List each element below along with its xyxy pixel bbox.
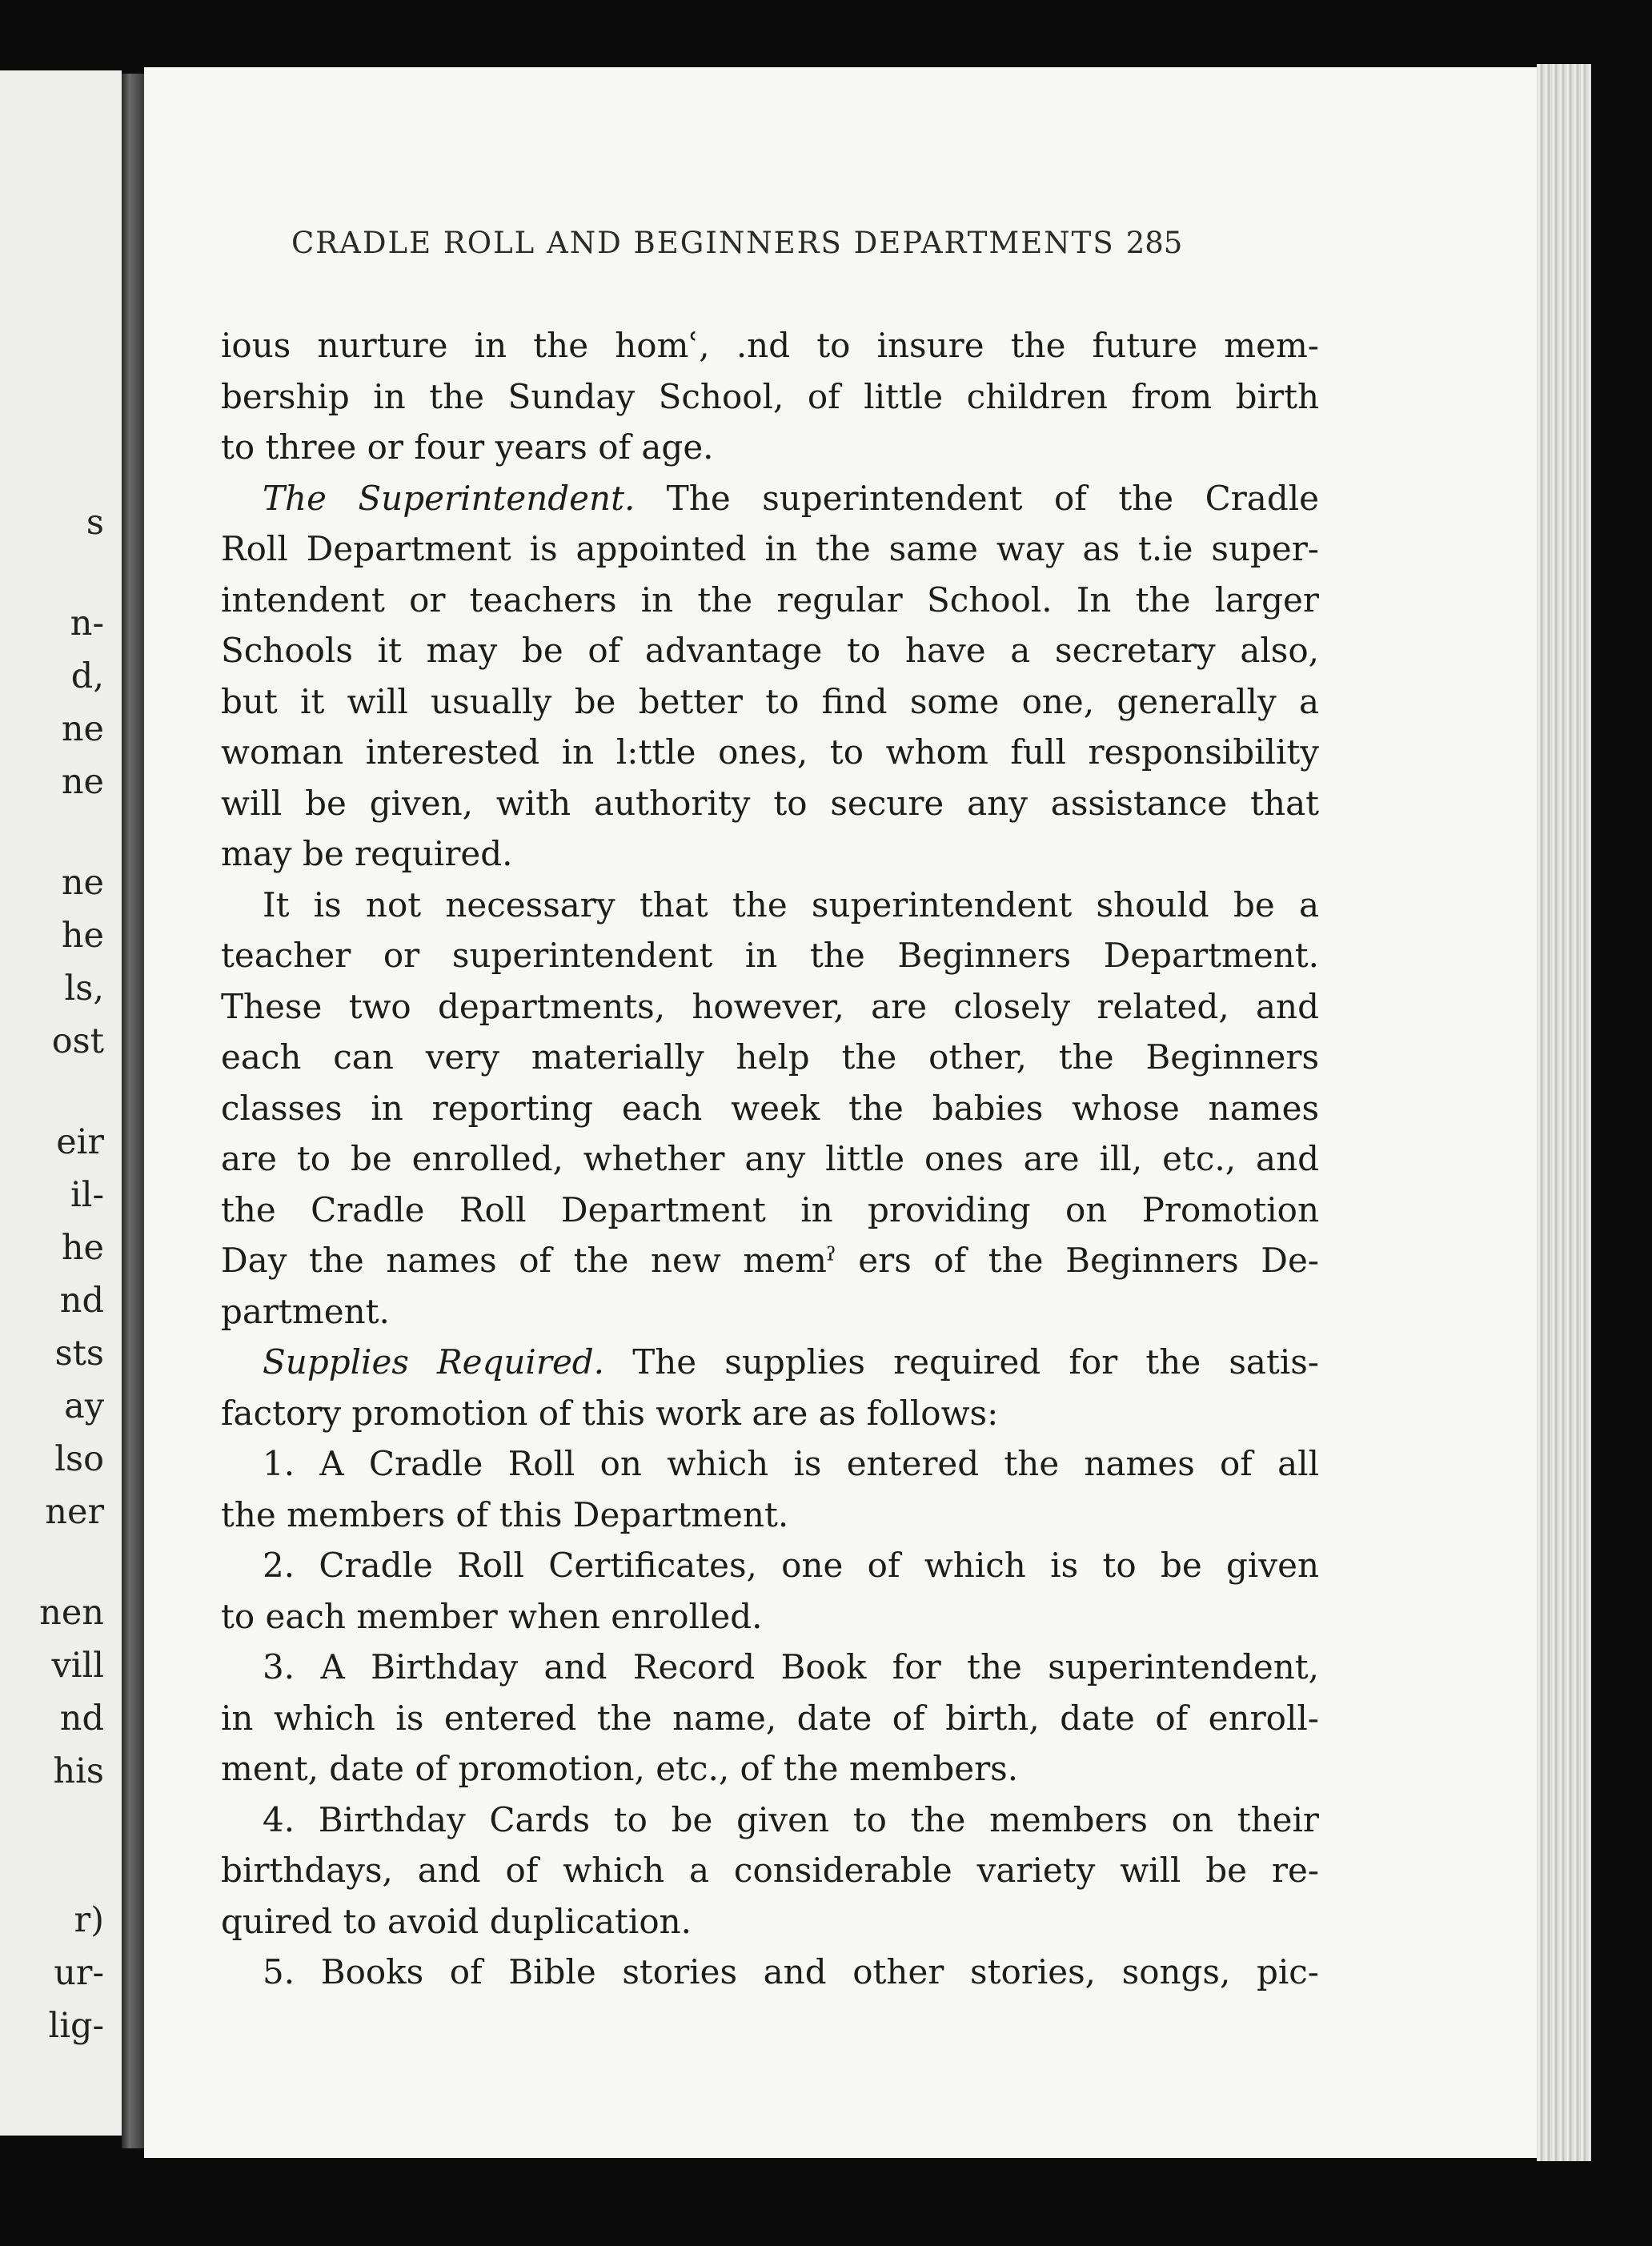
- fragment-line: r): [74, 1900, 104, 1940]
- text-line: birthdays, and of which a considerable variety will be re-: [221, 1851, 1319, 1890]
- facing-page-text-fragments: [0, 496, 122, 2052]
- fragment-gap: [0, 1846, 122, 1894]
- list-item: [221, 1438, 1319, 1540]
- text-line: intendent or teachers in the regular School. In the larger: [221, 580, 1319, 620]
- book-gutter: [122, 74, 144, 2148]
- fragment-line: sts: [54, 1334, 104, 1374]
- facing-page-left: [0, 70, 122, 2136]
- text-line: Schools it may be of advantage to have a secretary also,: [221, 631, 1319, 670]
- paragraph-continuation: [221, 320, 1319, 473]
- text-line: [221, 473, 1319, 524]
- paragraph-superintendent: [221, 473, 1319, 880]
- list-item: [221, 1795, 1319, 1947]
- fragment-line: nd: [59, 1699, 104, 1739]
- text-line: 4. Birthday Cards to be given to the members on their: [263, 1799, 1319, 1839]
- text-line: the members of this Department.: [221, 1494, 789, 1534]
- section-heading-supplies: Supplies Required.: [263, 1342, 605, 1382]
- running-title: CRADLE ROLL AND BEGINNERS DEPARTMENTS: [291, 226, 1115, 260]
- fragment-line: ls,: [64, 969, 104, 1009]
- text-line: Roll Department is appointed in the same way as t.ie super-: [221, 529, 1319, 568]
- fragment-line: lig-: [48, 2006, 104, 2046]
- text-run: The superintendent of the Cradle: [635, 478, 1319, 518]
- page-number: 285: [1125, 226, 1183, 260]
- text-line: Day the names of the new memˀ ers of the Beginners De-: [221, 1241, 1319, 1280]
- list-item: [221, 1642, 1319, 1795]
- fragment-gap: [0, 1068, 122, 1116]
- text-line: to each member when enrolled.: [221, 1596, 763, 1636]
- text-line: may be required.: [221, 834, 513, 873]
- text-line: ment, date of promotion, etc., of the members.: [221, 1749, 1019, 1788]
- text-line: 3. A Birthday and Record Book for the superintendent,: [263, 1647, 1319, 1687]
- fragment-line: vill: [51, 1646, 104, 1686]
- fragment-line: d,: [70, 656, 104, 696]
- fragment-line: ost: [51, 1021, 104, 1061]
- fragment-line: ur-: [54, 1953, 104, 1993]
- text-line: [221, 1337, 1319, 1388]
- list-item: [221, 1540, 1319, 1642]
- text-line: woman interested in l:ttle ones, to whom full responsibility: [221, 732, 1319, 772]
- fragment-line: s: [86, 503, 104, 543]
- running-header: [291, 226, 1332, 260]
- text-line: will be given, with authority to secure any assistance that: [221, 783, 1319, 823]
- text-line: 5. Books of Bible stories and other stories, songs, pic-: [263, 1952, 1319, 1991]
- text-line: bership in the Sunday School, of little children from birth: [221, 376, 1319, 416]
- fragment-line: n-: [70, 604, 104, 644]
- text-line: but it will usually be better to find some one, generally a: [221, 681, 1319, 721]
- paragraph-relation: [221, 880, 1319, 1338]
- text-run: The supplies required for the satis-: [604, 1342, 1320, 1382]
- fragment-line: ne: [61, 863, 104, 903]
- text-line: classes in reporting each week the babies whose names: [221, 1088, 1319, 1128]
- fragment-line: his: [53, 1751, 104, 1791]
- text-line: 2. Cradle Roll Certificates, one of which is to be given: [263, 1546, 1319, 1585]
- fragment-line: nen: [39, 1593, 104, 1633]
- text-line: each can very materially help the other, the Beginners: [221, 1037, 1319, 1077]
- text-line: ious nurture in the homʿ, .nd to insure the future mem-: [221, 326, 1319, 365]
- paragraph-supplies: [221, 1337, 1319, 1438]
- page-edges: [1537, 64, 1591, 2161]
- text-line: partment.: [221, 1291, 390, 1331]
- fragment-line: ay: [64, 1386, 104, 1426]
- section-heading-superintendent: The Superintendent.: [263, 478, 636, 518]
- fragment-gap: [0, 808, 122, 856]
- text-line: factory promotion of this work are as follows:: [221, 1393, 999, 1433]
- fragment-line: he: [61, 1228, 104, 1268]
- fragment-line: il-: [70, 1175, 104, 1215]
- fragment-line: ne: [61, 762, 104, 802]
- fragment-line: he: [61, 916, 104, 956]
- list-item: [221, 1947, 1319, 1998]
- fragment-line: nd: [59, 1281, 104, 1321]
- text-line: quired to avoid duplication.: [221, 1901, 692, 1941]
- text-line: It is not necessary that the superintendent should be a: [263, 884, 1319, 924]
- text-line: in which is entered the name, date of birth, date of enroll-: [221, 1698, 1319, 1738]
- fragment-gap: [0, 549, 122, 597]
- fragment-line: ne: [61, 709, 104, 749]
- text-line: 1. A Cradle Roll on which is entered the names of all: [263, 1444, 1319, 1483]
- text-line: teacher or superintendent in the Beginners Department.: [221, 936, 1319, 975]
- fragment-gap: [0, 1798, 122, 1846]
- text-line: to three or four years of age.: [221, 427, 714, 467]
- text-line: These two departments, however, are closely related, and: [221, 986, 1319, 1026]
- page-body: [221, 320, 1319, 1998]
- fragment-line: ner: [45, 1492, 104, 1532]
- fragment-line: lso: [54, 1439, 104, 1479]
- fragment-gap: [0, 1538, 122, 1586]
- fragment-line: eir: [56, 1122, 104, 1162]
- text-line: are to be enrolled, whether any little ones are ill, etc., and: [221, 1139, 1319, 1178]
- text-line: the Cradle Roll Department in providing on Promotion: [221, 1189, 1319, 1229]
